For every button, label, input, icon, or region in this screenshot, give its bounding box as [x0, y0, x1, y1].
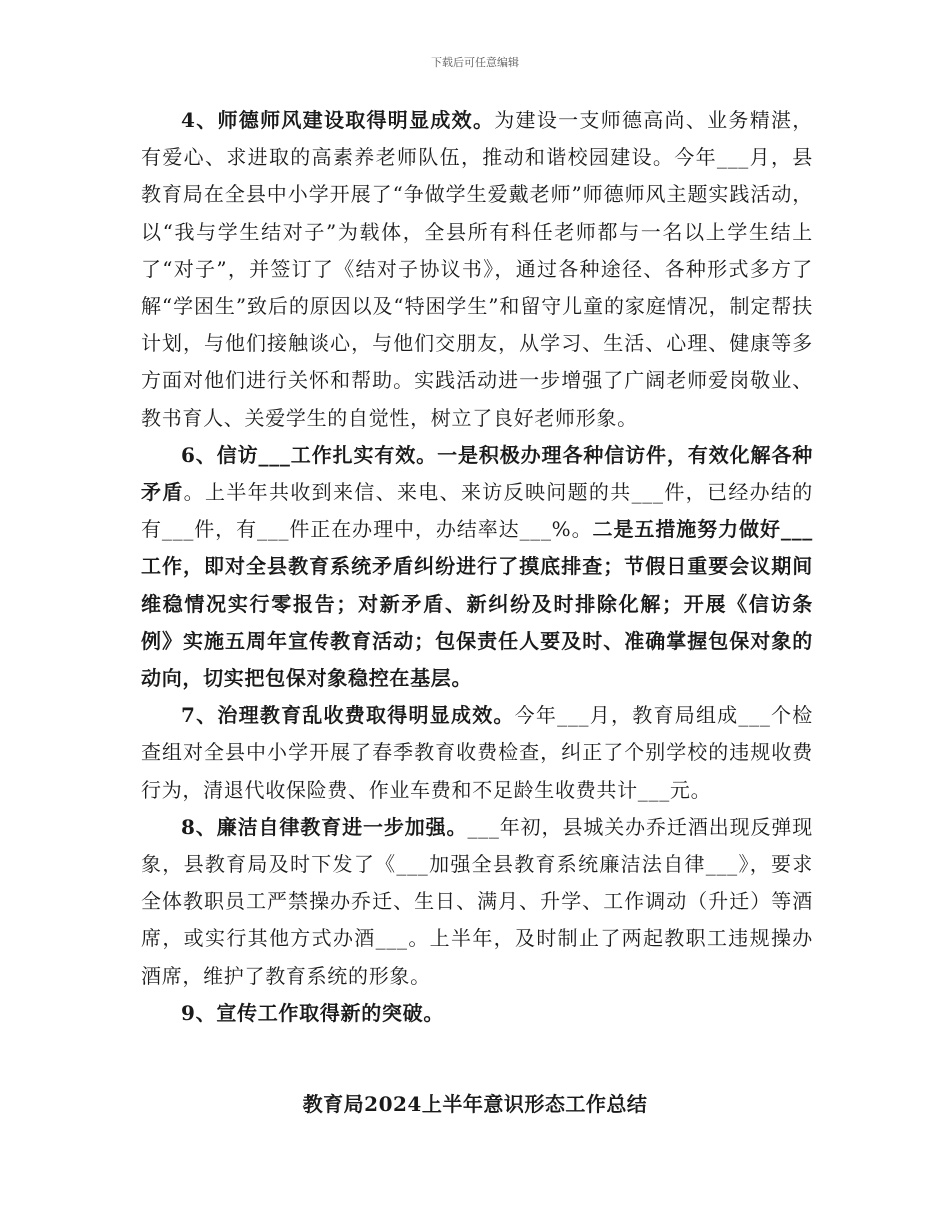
paragraph-heading: 4、师德师风建设取得明显成效。: [181, 108, 495, 132]
paragraph-heading: 7、治理教育乱收费取得明显成效。: [181, 703, 515, 728]
paragraph-text: 今年___月，教育局组成___个检查组对全县中小学开展了春季教育收费检查，纠正了个别学校的违规收费行为，清退代收保险费、作业车费和不足龄生收费共计___元。: [141, 703, 813, 802]
paragraph-heading: 6、信访___工作扎实有效。: [181, 442, 438, 467]
paragraph-petition: [141, 437, 813, 697]
paragraph-heading: 8、廉洁自律教育进一步加强。: [181, 814, 468, 839]
document-title: 教育局2024上半年意识形态工作总结: [302, 1092, 648, 1116]
paragraph-bold-text: 一是积极办理各种信访件，有效化解各种矛盾: [141, 442, 814, 505]
paragraph-text: 。上半年共收到来信、来电、来访反映问题的共___件，已经办结的有___件，有___件正在办理中，办结率达___%。: [141, 480, 814, 542]
paragraph-text: ___年初，县城关办乔迁酒出现反弹现象，县教育局及时下发了《___加强全县教育系统廉洁法自律___》，要求全体教职员工严禁操办乔迁、生日、满月、升学、工作调动（升迁）等酒席，或实行其他方式办酒___。上半年，及时制止了两起教职工违规操办酒席，维护了教育系统的形象。: [141, 814, 814, 988]
page-header: 下载后可任意编辑: [431, 56, 519, 69]
paragraph-heading: 9、宣传工作取得新的突破。: [181, 1000, 445, 1025]
paragraph-publicity: [141, 995, 813, 1032]
paragraph-integrity: [141, 809, 813, 995]
paragraph-bold-text: 二是五措施努力做好___工作，即对全县教育系统矛盾纠纷进行了摸底排查；节假日重要会议期间维稳情况实行零报告；对新矛盾、新纠纷及时排除化解；开展《信访条例》实施五周年宣传教育活动；包保责任人要及时、准确掌握包保对象的动向，切实把包保对象稳控在基层。: [141, 517, 813, 691]
document-body: [141, 102, 813, 1032]
paragraph-teacher-ethics: [141, 102, 813, 437]
paragraph-fees: [141, 697, 813, 809]
paragraph-text: 为建设一支师德高尚、业务精湛，有爱心、求进取的高素养老师队伍，推动和谐校园建设。今年___月，县教育局在全县中小学开展了“争做学生爱戴老师”师德师风主题实践活动，以“我与学生结对子”为载体，全县所有科任老师都与一名以上学生结上了“对子”，并签订了《结对子协议书》，通过各种途径、各种形式多方了解“学困生”致后的原因以及“特困学生”和留守儿童的家庭情况，制定帮扶计划，与他们接触谈心，与他们交朋友，从学习、生活、心理、健康等多方面对他们进行关怀和帮助。实践活动进一步增强了广阔老师爱岗敬业、教书育人、关爱学生的自觉性，树立了良好老师形象。: [141, 108, 813, 430]
